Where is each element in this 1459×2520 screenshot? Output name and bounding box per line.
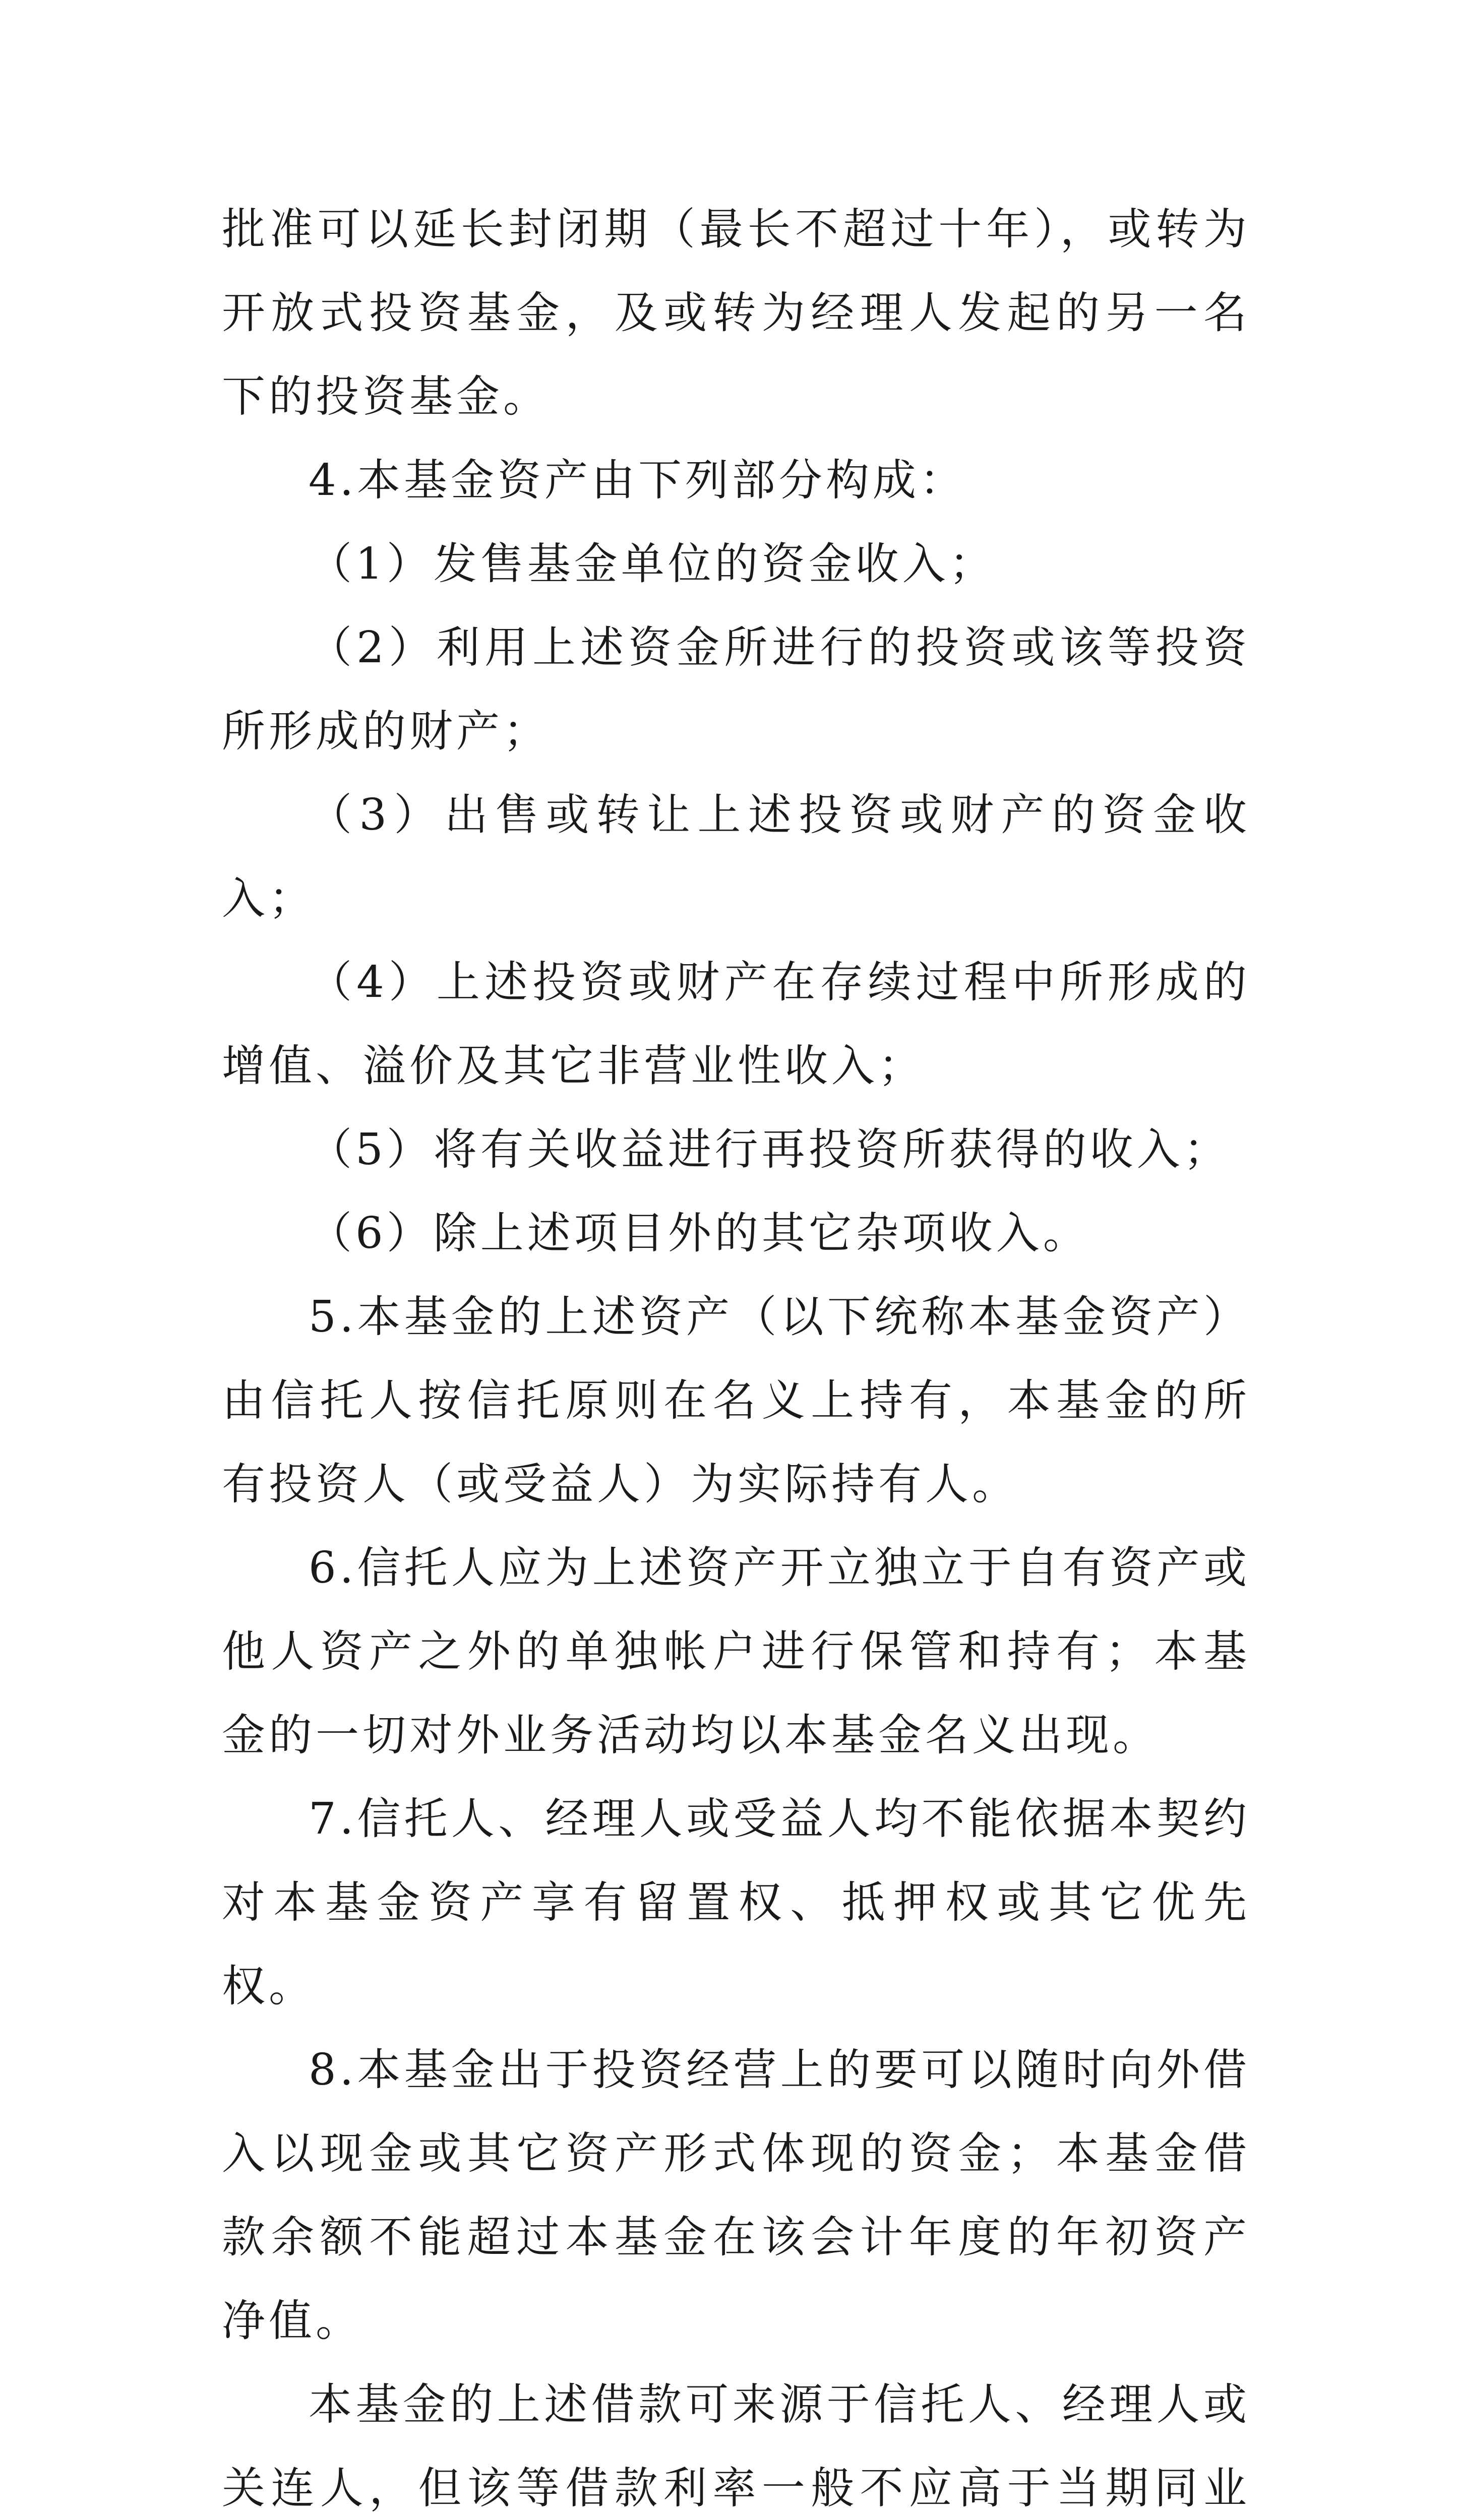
clause-6: 6.信托人应为上述资产开立独立于自有资产或他人资产之外的单独帐户进行保管和持有；本基金的一切对外业务活动均以本基金名义出现。 xyxy=(222,1543,1250,1760)
clause-4-item-2: （2）利用上述资金所进行的投资或该等投资所形成的财产； xyxy=(222,622,1250,757)
clause-4-item-6: （6）除上述项目外的其它杂项收入。 xyxy=(309,1208,1090,1258)
clause-5: 5.本基金的上述资产（以下统称本基金资产）由信托人按信托原则在名义上持有，本基金的所有投资人（或受益人）为实际持有人。 xyxy=(222,1292,1250,1509)
clause-4-item-5: （5）将有关收益进行再投资所获得的收入； xyxy=(309,1124,1231,1175)
clause-4-heading: 4.本基金资产由下列部分构成： xyxy=(309,455,967,506)
document-body xyxy=(222,187,1250,2520)
paragraph-continuation: 批准可以延长封闭期（最长不超过十年），或转为开放式投资基金，及或转为经理人发起的另一名下的投资基金。 xyxy=(222,204,1250,422)
clause-8-continuation: 本基金的上述借款可来源于信托人、经理人或关连人，但该等借款利率一般不应高于当期同业 xyxy=(222,2379,1250,2513)
clause-8: 8.本基金出于投资经营上的要可以随时向外借入以现金或其它资产形式体现的资金；本基金借款余额不能超过本基金在该会计年度的年初资产净值。 xyxy=(222,2045,1250,2346)
clause-4-item-3: （3）出售或转让上述投资或财产的资金收入； xyxy=(222,790,1250,924)
clause-7: 7.信托人、经理人或受益人均不能依据本契约对本基金资产享有留置权、抵押权或其它优先权。 xyxy=(222,1794,1250,2011)
clause-4-item-4: （4）上述投资或财产在存续过程中所形成的增值、溢价及其它非营业性收入； xyxy=(222,957,1250,1091)
clause-4-item-1: （1）发售基金单位的资金收入； xyxy=(309,539,996,589)
